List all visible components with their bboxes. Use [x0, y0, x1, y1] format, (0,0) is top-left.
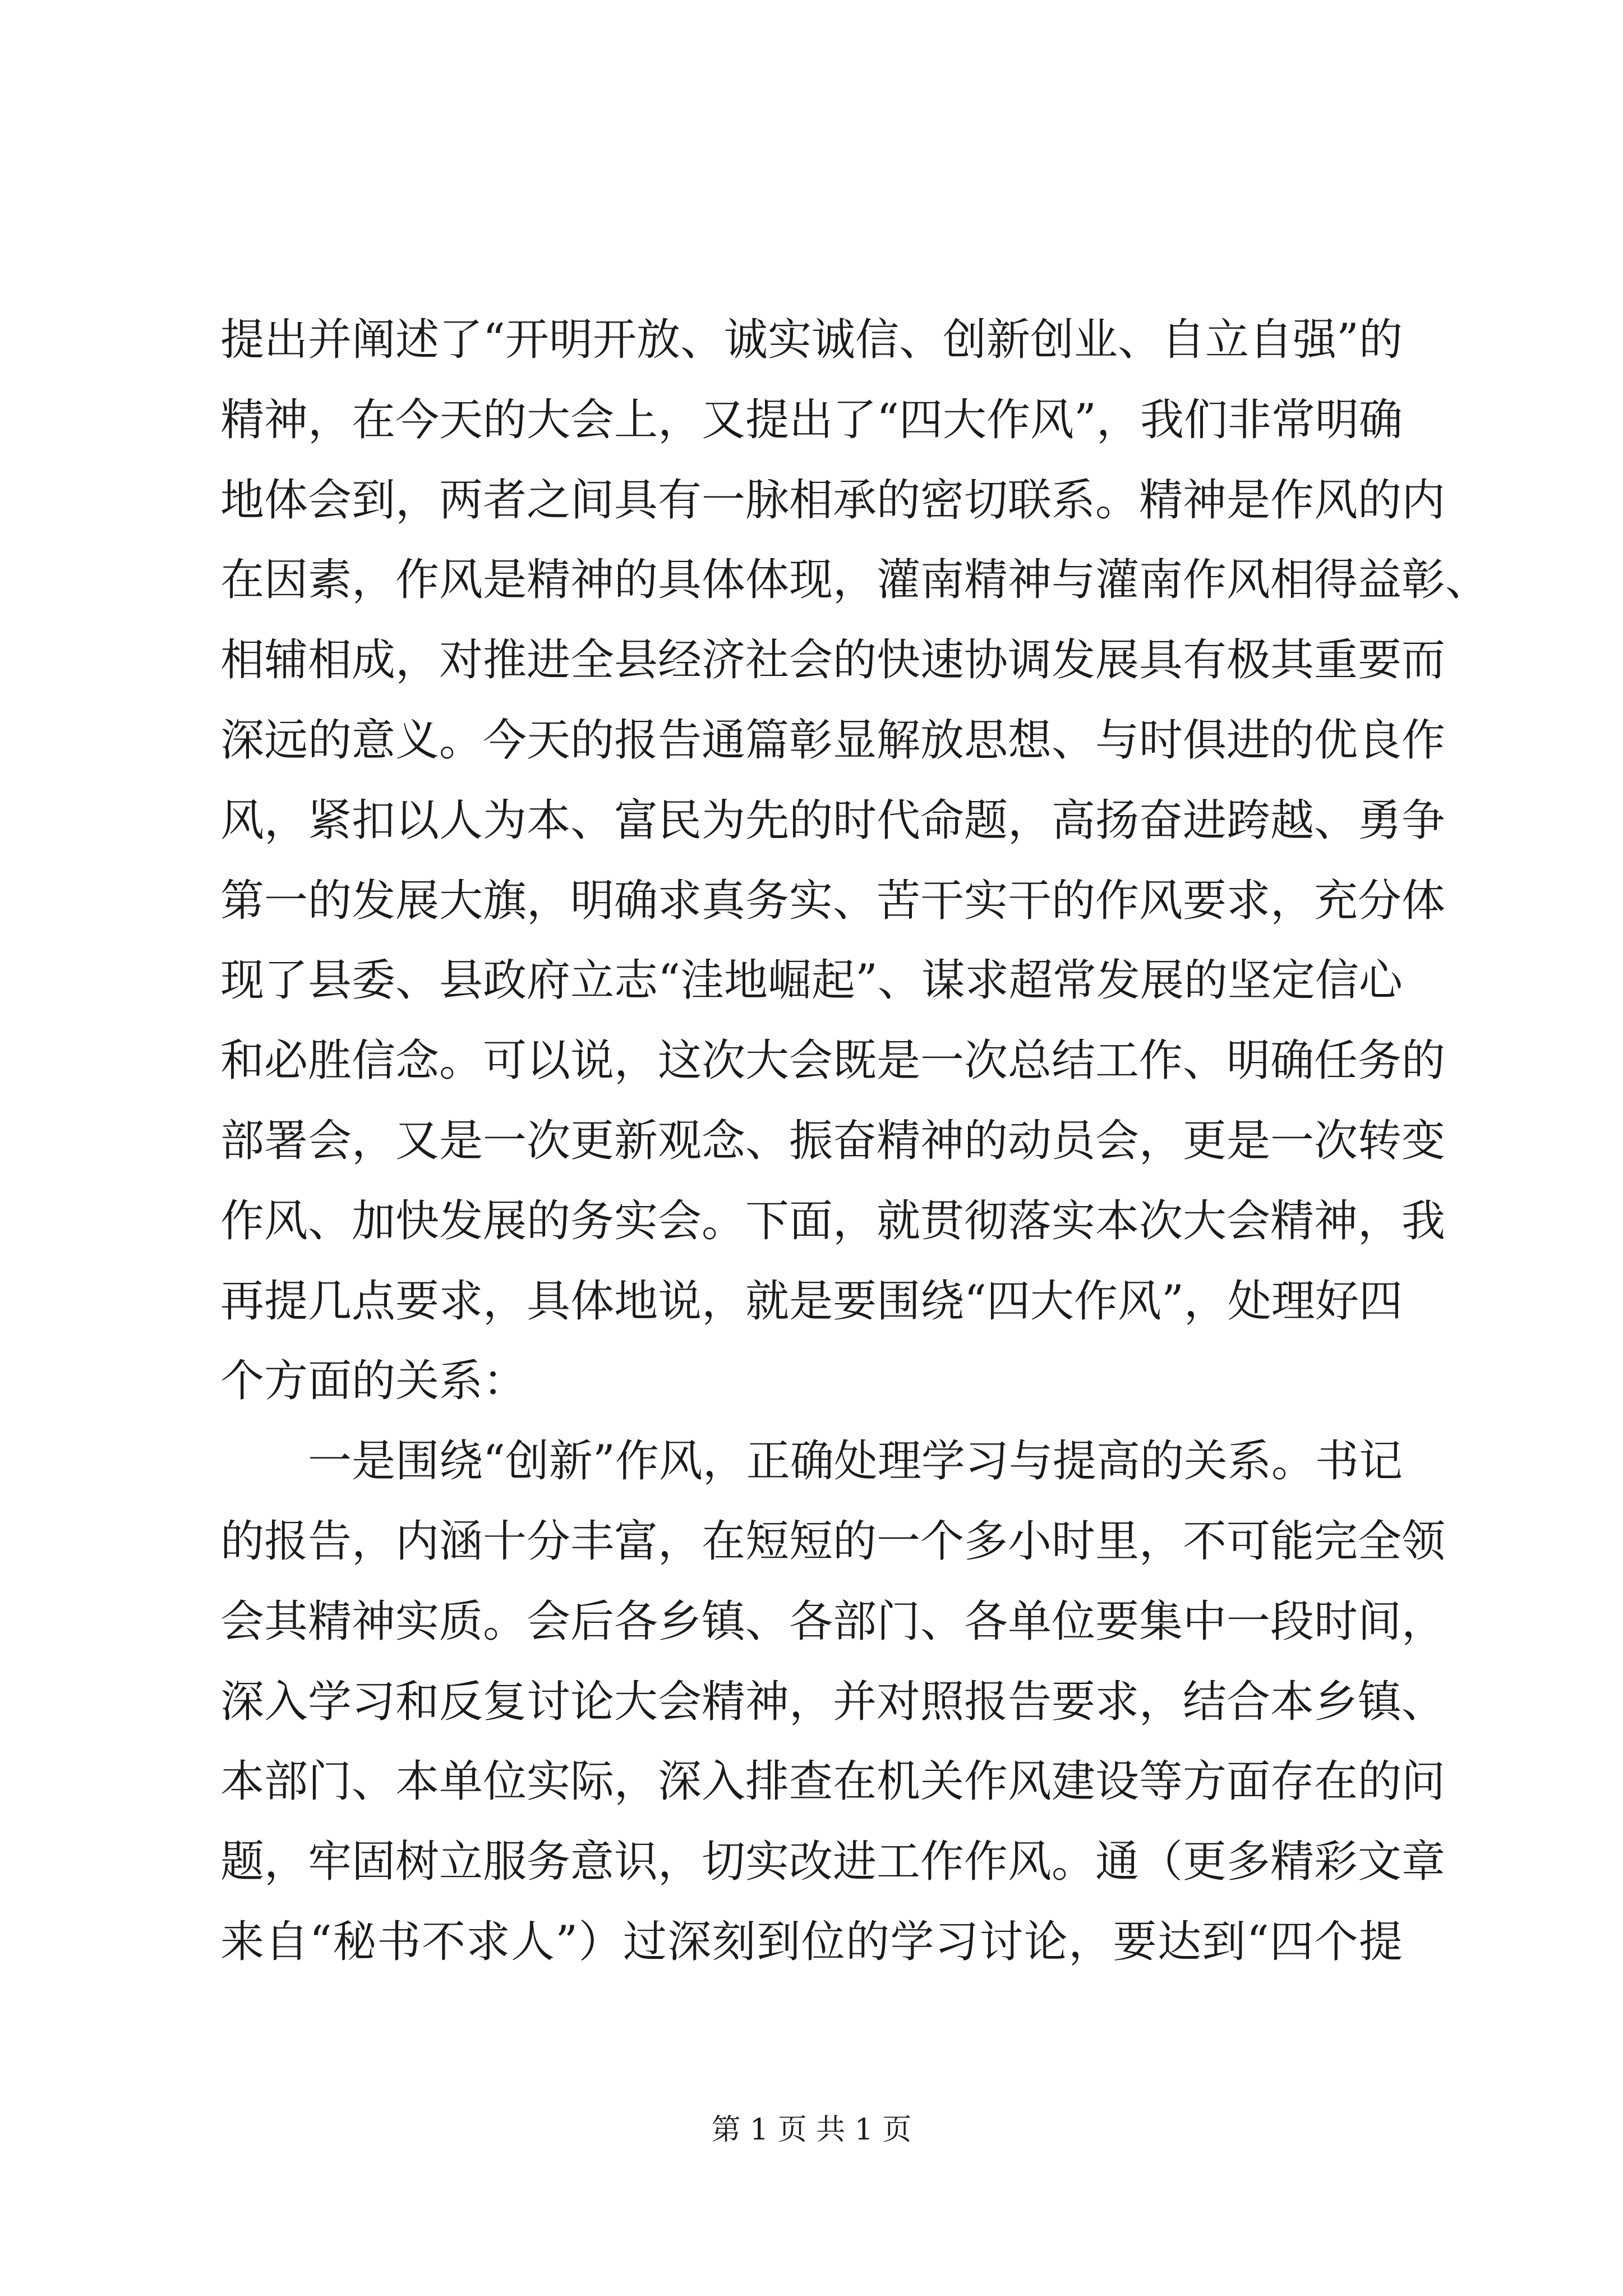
- text-line: 提出并阐述了“开明开放、诚实诚信、创新创业、自立自强”的: [220, 315, 1403, 365]
- text-line: 和必胜信念。可以说，这次大会既是一次总结工作、明确任务的: [220, 1036, 1446, 1087]
- text-line: 部署会，又是一次更新观念、振奋精神的动员会，更是一次转变: [220, 1115, 1446, 1166]
- text-line: 个方面的关系：: [220, 1356, 527, 1407]
- text-line: 一是围绕“创新”作风，正确处理学习与提高的关系。书记: [308, 1436, 1403, 1487]
- text-line: 会其精神实质。会后各乡镇、各部门、各单位要集中一段时间，: [220, 1596, 1446, 1647]
- text-line: 现了县委、县政府立志“洼地崛起”、谋求超常发展的坚定信心: [220, 955, 1403, 1006]
- body-text: [220, 300, 1490, 1982]
- text-line: 本部门、本单位实际，深入排查在机关作风建设等方面存在的问: [220, 1756, 1446, 1807]
- text-line: 来自“秘书不求人”）过深刻到位的学习讨论，要达到“四个提: [220, 1916, 1403, 1967]
- text-line: 相辅相成，对推进全县经济社会的快速协调发展具有极其重要而: [220, 635, 1446, 686]
- text-line: 第一的发展大旗，明确求真务实、苦干实干的作风要求，充分体: [220, 875, 1446, 926]
- text-line: 作风、加快发展的务实会。下面，就贯彻落实本次大会精神，我: [220, 1195, 1446, 1246]
- text-line: 的报告，内涵十分丰富，在短短的一个多小时里，不可能完全领: [220, 1516, 1446, 1567]
- text-line: 在因素，作风是精神的具体体现，灌南精神与灌南作风相得益彰、: [220, 555, 1490, 606]
- text-line: 地体会到，两者之间具有一脉相承的密切联系。精神是作风的内: [220, 475, 1446, 526]
- text-line: 精神，在今天的大会上，又提出了“四大作风”，我们非常明确: [220, 394, 1403, 445]
- text-line: 风，紧扣以人为本、富民为先的时代命题，高扬奋进跨越、勇争: [220, 795, 1446, 846]
- text-line: 再提几点要求，具体地说，就是要围绕“四大作风”，处理好四: [220, 1276, 1403, 1327]
- page-number-footer: 第 1 页 共 1 页: [711, 2113, 912, 2147]
- text-line: 深远的意义。今天的报告通篇彰显解放思想、与时俱进的优良作: [220, 715, 1446, 766]
- text-line: 题，牢固树立服务意识，切实改进工作作风。通（更多精彩文章: [220, 1837, 1446, 1888]
- text-line: 深入学习和反复讨论大会精神，并对照报告要求，结合本乡镇、: [220, 1676, 1446, 1727]
